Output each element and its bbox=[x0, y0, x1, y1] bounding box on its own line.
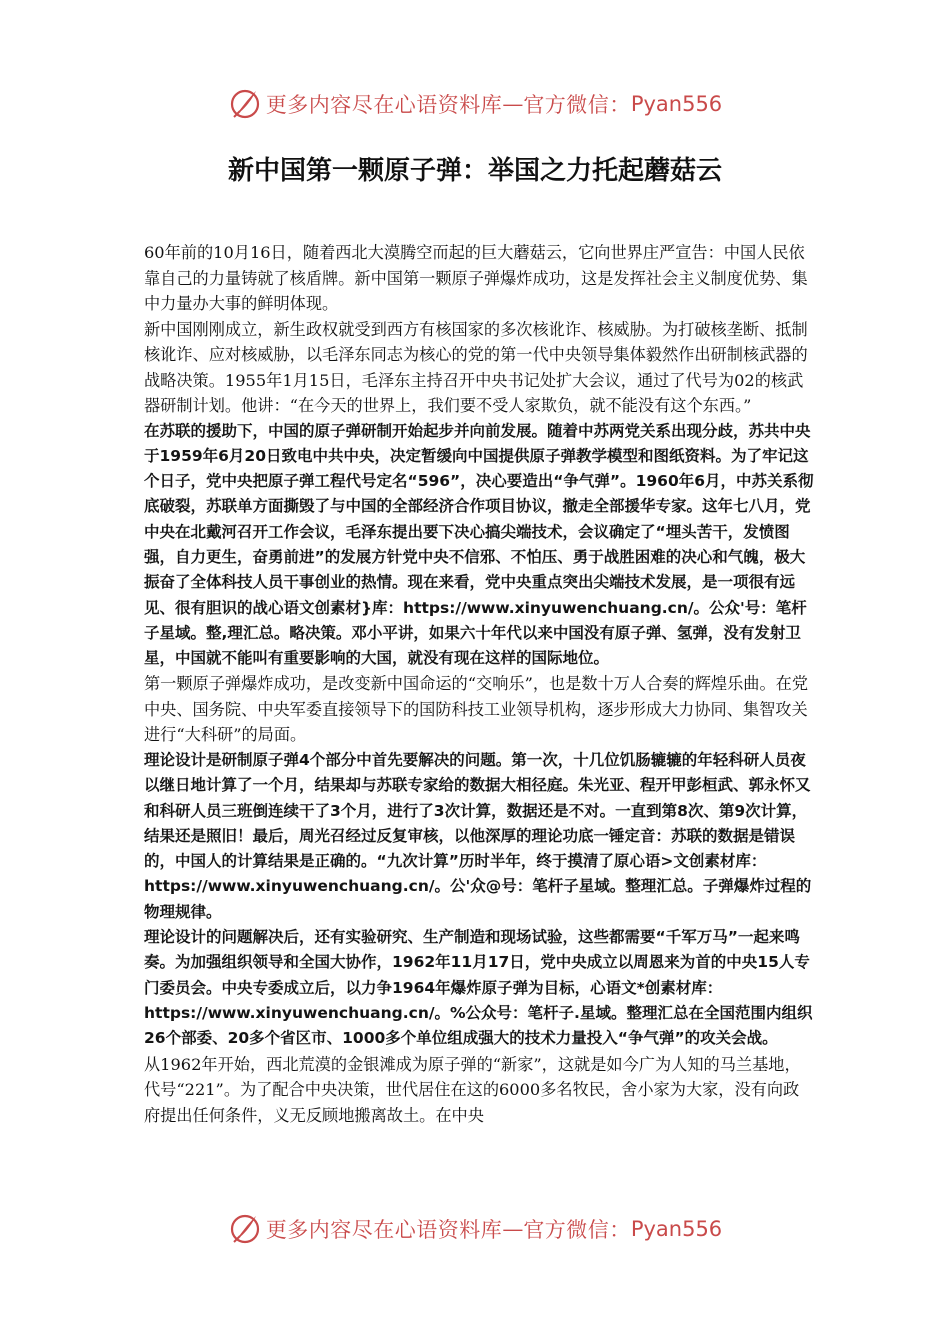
quill-pen-icon bbox=[228, 87, 262, 121]
banner-text: 更多内容尽在心语资料库 bbox=[265, 1218, 503, 1242]
paragraph: 理论设计是研制原子弹4个部分中首先要解决的问题。第一次，十几位饥肠辘辘的年轻科研人员夜以继日地计算了一个月，结果却与苏联专家给的数据大相径庭。朱光亚、程开甲彭桓武、郭永怀又和科研人员三班倒连续干了3个月，进行了3次计算，数据还是不对。一直到第8次、第9次计算，结果还是照旧！最后，周光召经过反复审核，以他深厚的理论功底一锤定音：苏联的数据是错误的，中国人的计算结果是正确的。“九次计算”历时半年，终于摸清了原心语>文创素材库：https://www.xinyuwenchuang.cn/。公'众@号：笔杆子星域。整理汇总。子弹爆炸过程的物理规律。 bbox=[144, 750, 812, 921]
paragraph: 理论设计的问题解决后，还有实验研究、生产制造和现场试验，这些都需要“千军万马”一起来鸣奏。为加强组织领导和全国大协作，1962年11月17日，党中央成立以周恩来为首的中央15人专门委员会。中央专委成立后，以力争1964年爆炸原子弹为目标，心语文*创素材库：https://www.xinyuwenchuang.cn/。%公众号：笔杆子.星域。整理汇总在全国范围内组织26个部委、20多个省区市、1000多个单位组成强大的技术力量投入“争气弹”的攻关会战。 bbox=[144, 928, 813, 1048]
paragraph: 在苏联的援助下，中国的原子弹研制开始起步并向前发展。随着中苏两党关系出现分歧，苏共中央于1959年6月20日致电中共中央，决定暂缓向中国提供原子弹教学模型和图纸资料。为了牢记这个日子，党中央把原子弹工程代号定名“596”，决心要造出“争气弹”。1960年6月，中苏关系彻底破裂，苏联单方面撕毁了与中国的全部经济合作项目协议，撤走全部援华专家。这年七八月，党中央在北戴河召开工作会议，毛泽东提出要下决心搞尖端技术，会议确定了“埋头苦干，发愤图强，自力更生，奋勇前进”的发展方针党中央不信邪、不怕压、勇于战胜困难的决心和气魄，极大振奋了全体科技人员干事创业的热情。现在来看，党中央重点突出尖端技术发展，是一项很有远见、很有胆识的战心语文创素材}库：https://www.xinyuwenchuang.cn/。公众'号：笔杆子星域。整,理汇总。略决策。邓小平讲，如果六十年代以来中国没有原子弹、氢弹，没有发射卫星，中国就不能叫有重要影响的大国，就没有现在这样的国际地位。 bbox=[144, 421, 814, 668]
quill-pen-icon bbox=[228, 1212, 262, 1246]
footer-banner bbox=[0, 1209, 950, 1249]
banner-dash: — bbox=[502, 1217, 524, 1241]
paragraph: 60年前的10月16日，随着西北大漠腾空而起的巨大蘑菇云，它向世界庄严宣告：中国人民依靠自己的力量铸就了核盾牌。新中国第一颗原子弹爆炸成功，这是发挥社会主义制度优势、集中力量办大事的鲜明体现。 bbox=[144, 243, 808, 313]
banner-dash: — bbox=[502, 92, 524, 116]
header-banner bbox=[0, 84, 950, 124]
paragraph: 新中国刚刚成立，新生政权就受到西方有核国家的多次核讹诈、核威胁。为打破核垄断、抵制核讹诈、应对核威胁，以毛泽东同志为核心的党的第一代中央领导集体毅然作出研制核武器的战略决策。1955年1月15日，毛泽东主持召开中央书记处扩大会议，通过了代号为02的核武器研制计划。他讲：“在今天的世界上，我们要不受人家欺负，就不能没有这个东西。” bbox=[144, 319, 808, 415]
banner-label: 官方微信： bbox=[523, 1218, 631, 1242]
banner-label: 官方微信： bbox=[523, 93, 631, 117]
document-title: 新中国第一颗原子弹：举国之力托起蘑菇云 bbox=[227, 156, 722, 186]
document-body bbox=[144, 240, 814, 1128]
banner-code: Pyan556 bbox=[630, 92, 723, 116]
paragraph: 第一颗原子弹爆炸成功，是改变新中国命运的“交响乐”，也是数十万人合奏的辉煌乐曲。在党中央、国务院、中央军委直接领导下的国防科技工业领导机构，逐步形成大力协同、集智攻关进行“大科研”的局面。 bbox=[144, 674, 809, 745]
paragraph: 从1962年开始，西北荒漠的金银滩成为原子弹的“新家”，这就是如今广为人知的马兰基地，代号“221”。为了配合中央决策，世代居住在这的6000多名牧民，舍小家为大家，没有向政府提出任何条件，义无反顾地搬离故土。在中央 bbox=[144, 1054, 801, 1125]
banner-code: Pyan556 bbox=[630, 1217, 723, 1241]
banner-text: 更多内容尽在心语资料库 bbox=[265, 93, 503, 117]
